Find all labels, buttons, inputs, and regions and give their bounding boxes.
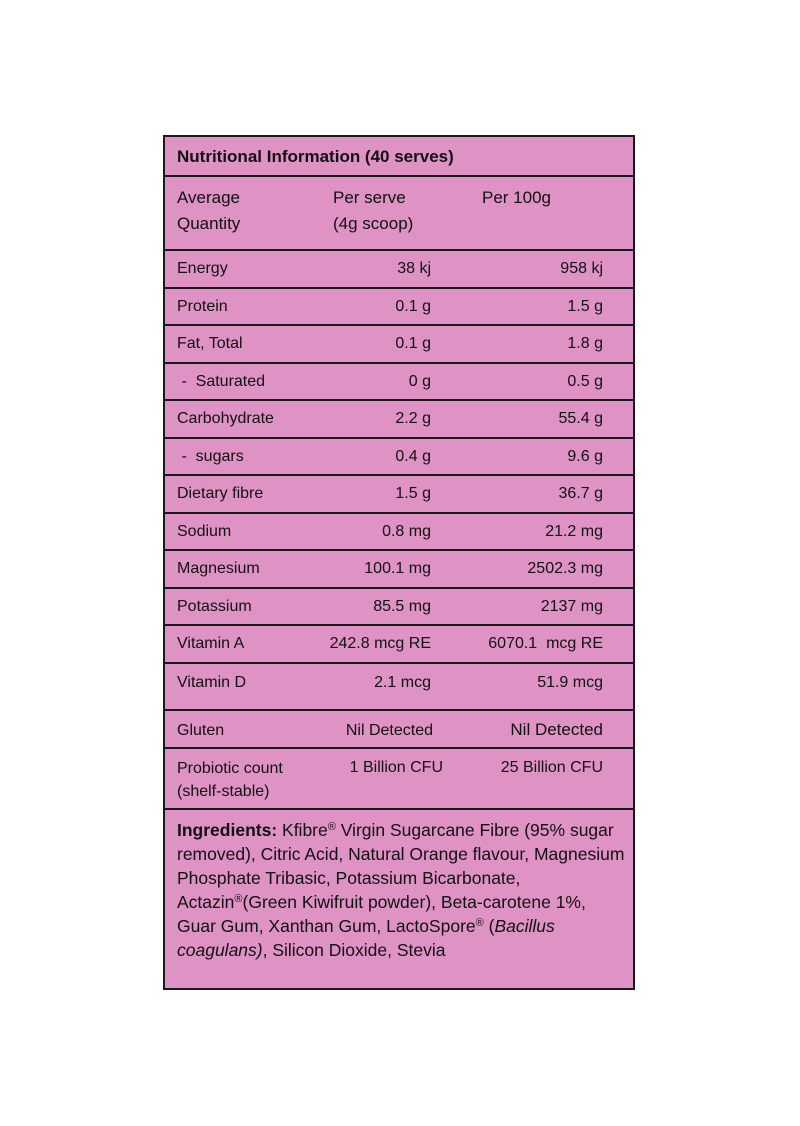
ingredients-part3: (Green Kiwifruit powder), Beta-carotene 1%, Guar Gum, Xanthan Gum, LactoSpore: [177, 892, 586, 936]
table-row: [165, 587, 633, 627]
per-100g-value: 55.4 g: [558, 410, 603, 427]
row-label: - sugars: [177, 447, 244, 465]
header-row: [165, 175, 633, 251]
table-row-gluten: [165, 709, 633, 749]
per-100g-value: 0.5 g: [567, 372, 603, 390]
per-100g-value: 2502.3 mg: [527, 560, 603, 577]
row-label: - Saturated: [177, 372, 266, 390]
row-label: Vitamin D: [177, 673, 247, 691]
per-100g-value: Nil Detected: [510, 720, 603, 739]
per-100g-value: 36.7 g: [558, 485, 603, 502]
row-label: Fat, Total: [177, 335, 243, 352]
probiotic-label-line2: (shelf-stable): [177, 783, 270, 800]
table-row: [165, 662, 633, 712]
per-100g-value: 25 Billion CFU: [500, 759, 603, 776]
row-label: Protein: [177, 297, 228, 315]
per-100g-value: 6070.1 mcg RE: [488, 635, 603, 652]
nutrition-panel: [163, 135, 635, 990]
per-100g-value: 21.2 mg: [545, 522, 603, 540]
per-serve-value: 0.4 g: [395, 447, 431, 465]
per-serve-value: 0.1 g: [395, 335, 431, 352]
ingredients-part4: (: [483, 916, 495, 936]
header-col3: Per 100g: [482, 188, 551, 207]
row-label: Vitamin A: [177, 635, 245, 652]
header-per-100g: [482, 185, 551, 211]
row-label: Energy: [177, 260, 228, 277]
panel-title: Nutritional Information (40 serves): [177, 147, 454, 166]
ingredients-species: Bacillus coagulans): [177, 916, 555, 960]
row-label: Magnesium: [177, 560, 260, 577]
per-serve-value: 1 Billion CFU: [349, 759, 443, 776]
ingredients-heading: Ingredients:: [177, 820, 278, 840]
per-serve-value: 1.5 g: [395, 485, 431, 502]
table-row-probiotic: [165, 747, 633, 810]
registered-mark: ®: [327, 821, 336, 833]
title-row: [165, 137, 633, 177]
ingredients-part1: Kfibre: [277, 820, 328, 840]
per-serve-value: 85.5 mg: [373, 597, 431, 615]
per-100g-value: 9.6 g: [567, 447, 603, 465]
per-serve-value: 242.8 mcg RE: [329, 635, 431, 652]
header-col2-line1: Per serve: [333, 188, 406, 207]
row-label: [177, 759, 283, 802]
ingredients-text: [177, 818, 627, 962]
row-label: Sodium: [177, 522, 232, 540]
per-serve-value: 0.1 g: [395, 297, 431, 315]
header-col2-line2: (4g scoop): [333, 214, 414, 233]
table-row: [165, 474, 633, 514]
per-100g-value: 958 kj: [560, 260, 603, 277]
ingredients-row: [165, 808, 633, 988]
per-serve-value: 0 g: [408, 372, 431, 390]
header-per-serve: [333, 185, 413, 237]
table-row: [165, 549, 633, 589]
per-serve-value: 0.8 mg: [382, 522, 431, 540]
table-row: [165, 399, 633, 439]
table-row: [165, 437, 633, 477]
row-label: Carbohydrate: [177, 410, 274, 427]
per-serve-value: 2.2 g: [395, 410, 431, 427]
per-serve-value: 2.1 mcg: [374, 673, 431, 691]
per-serve-value: Nil Detected: [345, 722, 433, 739]
ingredients-part5: , Silicon Dioxide, Stevia: [262, 940, 446, 960]
per-serve-value: 100.1 mg: [364, 560, 431, 577]
row-label: Potassium: [177, 597, 252, 615]
header-average-quantity: [177, 185, 240, 237]
row-label: Dietary fibre: [177, 485, 264, 502]
table-row: [165, 287, 633, 327]
per-100g-value: 2137 mg: [540, 597, 603, 615]
header-col1-line1: Average: [177, 188, 241, 207]
table-row: [165, 624, 633, 664]
registered-mark: ®: [475, 917, 484, 929]
per-100g-value: 51.9 mcg: [537, 673, 603, 691]
per-100g-value: 1.5 g: [567, 297, 603, 315]
probiotic-label-line1: Probiotic count: [177, 760, 283, 777]
row-label: Gluten: [177, 722, 225, 739]
registered-mark: ®: [234, 893, 243, 905]
table-row: [165, 324, 633, 364]
table-row: [165, 362, 633, 402]
per-serve-value: 38 kj: [397, 260, 431, 277]
ingredients-part2: Virgin Sugarcane Fibre (95% sugar removed), Citric Acid, Natural Orange flavour, Magnesium Phosphate Tribasic, Potassium Bicarbonate, Actazin: [177, 820, 625, 912]
table-row: [165, 512, 633, 552]
per-100g-value: 1.8 g: [567, 335, 603, 352]
table-row: [165, 249, 633, 289]
header-col1-line2: Quantity: [177, 214, 241, 233]
